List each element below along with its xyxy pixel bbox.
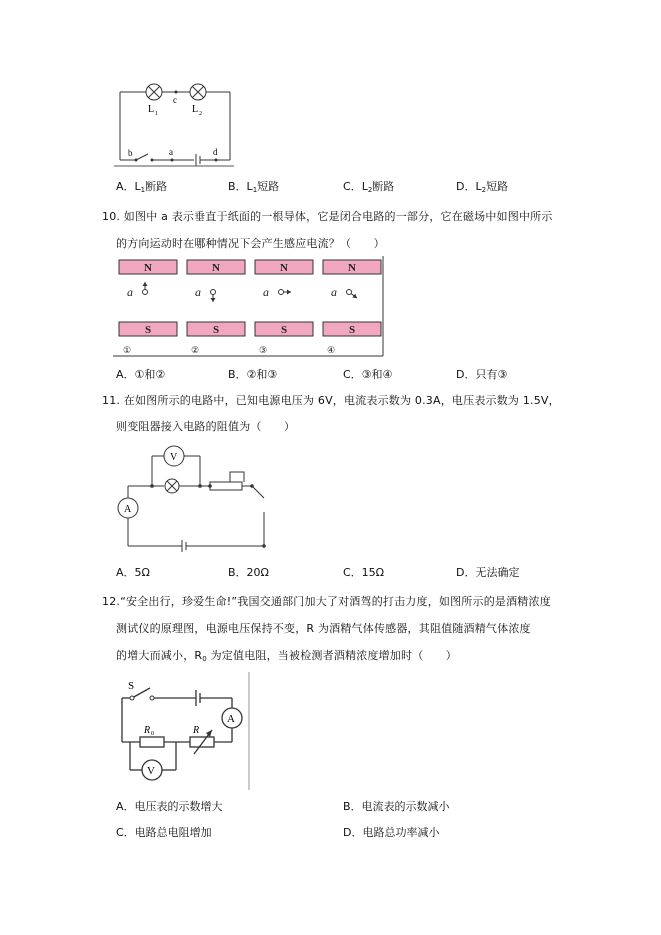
q10-arrowhead-2 <box>211 298 216 302</box>
q9-option-c: C．$L_2$断路 <box>343 180 395 194</box>
q11-option-c: C．15Ω <box>343 566 385 579</box>
q10-south-label-1: S <box>144 324 152 336</box>
q9-label-l2: L <box>192 104 199 115</box>
q10-panel-number-4: ④ <box>327 345 336 355</box>
q10-conductor-label-4: a <box>331 285 337 299</box>
q10-panel-number-2: ② <box>191 345 200 355</box>
q10-conductor-1 <box>143 290 148 295</box>
q11-option-a: A．5Ω <box>116 566 150 579</box>
q10-stem-line1: 10. 如图中 a 表示垂直于纸面的一根导体，它是闭合电路的一部分，它在磁场中如图中所示 <box>102 210 553 223</box>
q9-label-c: c <box>173 95 177 105</box>
q9-option-d: D．$L_2$短路 <box>456 180 509 194</box>
q12-stem-line3: 的增大而减小，$R_0$ 为定值电阻，当被检测者酒精浓度增加时（ ） <box>116 649 458 663</box>
q12-ammeter-label: A <box>227 713 235 725</box>
q9-label-d: d <box>213 147 218 157</box>
q9-label-a: a <box>169 147 173 157</box>
q9-label-b: b <box>128 148 133 158</box>
q12-voltmeter-label: V <box>147 765 155 777</box>
q11-option-b: B．20Ω <box>228 566 269 579</box>
q12-switch-label: S <box>128 680 135 692</box>
q9-option-b: B．$L_1$短路 <box>228 180 280 194</box>
q10-magnet-figure <box>113 256 385 358</box>
q10-conductor-label-1: a <box>127 285 133 299</box>
q10-south-label-2: S <box>212 324 220 336</box>
q12-option-b: B．电流表的示数减小 <box>343 800 450 813</box>
q10-arrowhead-3 <box>287 290 291 295</box>
q10-conductor-4 <box>347 290 352 295</box>
q10-option-b: B．②和③ <box>228 368 278 381</box>
q10-conductor-label-3: a <box>263 285 269 299</box>
q12-option-a: A．电压表的示数增大 <box>116 800 223 813</box>
q10-arrowhead-1 <box>143 282 148 286</box>
q10-option-d: D．只有③ <box>456 368 508 381</box>
q10-panel-number-3: ③ <box>259 345 268 355</box>
q11-circuit-figure <box>112 440 277 558</box>
q12-r0-label: R <box>144 725 151 736</box>
q9-label-l2-sub: 2 <box>199 111 202 117</box>
q10-stem-line2: 的方向运动时在哪种情况下会产生感应电流？（ ） <box>116 237 385 250</box>
q12-stem-line1: 12.“安全出行，珍爱生命!”我国交通部门加大了对酒驾的打击力度，如图所示的是酒精浓度 <box>102 595 551 608</box>
q10-conductor-3 <box>279 290 284 295</box>
q10-south-label-4: S <box>348 324 356 336</box>
q12-stem-line2: 测试仪的原理图，电源电压保持不变，R 为酒精气体传感器，其阻值随酒精气体浓度 <box>116 622 531 635</box>
q10-conductor-label-2: a <box>195 285 201 299</box>
q10-option-a: A．①和② <box>116 368 166 381</box>
q10-north-label-2: N <box>212 262 220 274</box>
q10-option-c: C．③和④ <box>343 368 393 381</box>
q12-r-label: R <box>193 725 200 736</box>
q9-label-l1: L <box>148 104 155 115</box>
q12-option-c: C．电路总电阻增加 <box>116 826 212 839</box>
q11-stem-line1: 11. 在如图所示的电路中，已知电源电压为 6V，电流表示数为 0.3A，电压表示数为 1.5V， <box>102 394 560 407</box>
q9-circuit-figure <box>112 76 237 172</box>
q12-r0-sub: 0 <box>151 731 154 737</box>
q11-option-d: D．无法确定 <box>456 566 520 579</box>
q11-ammeter-label: A <box>124 504 132 515</box>
q11-stem-line2: 则变阻器接入电路的阻值为（ ） <box>116 420 296 433</box>
q12-option-d: D．电路总功率减小 <box>343 826 440 839</box>
q9-option-a: A．$L_1$断路 <box>116 180 168 194</box>
q10-panel-number-1: ① <box>123 345 132 355</box>
q9-label-l1-sub: 1 <box>155 111 158 117</box>
q10-north-label-4: N <box>348 262 356 274</box>
q10-north-label-1: N <box>144 262 152 274</box>
q12-circuit-figure <box>112 672 252 792</box>
q10-conductor-2 <box>211 290 216 295</box>
q10-arrowhead-4 <box>352 294 357 298</box>
q10-north-label-3: N <box>280 262 288 274</box>
q10-south-label-3: S <box>280 324 288 336</box>
q11-voltmeter-label: V <box>170 452 178 463</box>
